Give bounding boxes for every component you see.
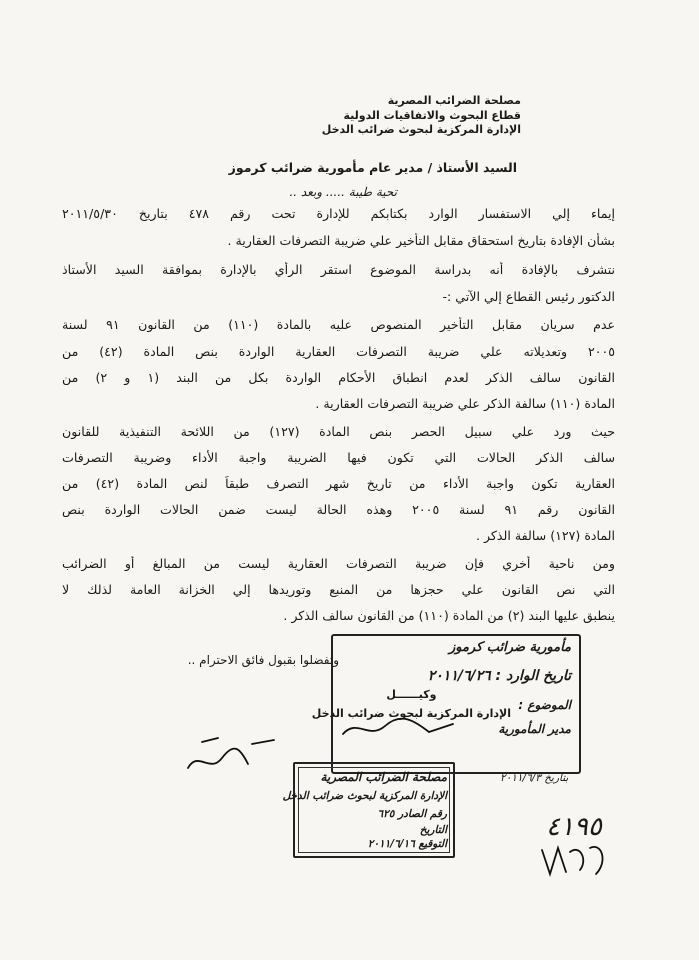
stamp-department: الإدارة المركزية لبحوث ضرائب الدخل xyxy=(282,790,447,802)
stamp-subject: الموضوع : xyxy=(518,698,571,712)
letterhead-sector: قطاع البحوث والاتفاقيات الدولية xyxy=(343,108,521,122)
stamp-signature-date: التوقيع ٢٠١١/٦/١٦ xyxy=(367,838,447,850)
body-line: نتشرف بالإفادة أنه بدراسة الموضوع استقر الرأي بالإدارة بموافقة السيد الأستاذ xyxy=(62,262,615,277)
body-line: المادة (١٢٧) سالفة الذكر . xyxy=(475,528,615,543)
stamp-date-label: التاريخ xyxy=(419,824,447,836)
greeting: تحية طيبة ..... وبعد .. xyxy=(289,185,397,199)
body-line: العقارية تكون واجبة الأداء من تاريخ شهر التصرف طبقاً لنص المادة (٤٢) من xyxy=(62,476,615,491)
outgoing-stamp xyxy=(282,762,455,858)
stamp-office: مأمورية ضرائب كرموز xyxy=(448,640,571,655)
stamp-scribble-icon xyxy=(339,714,459,744)
letterhead-authority: مصلحة الضرائب المصرية xyxy=(387,94,521,107)
incoming-stamp xyxy=(331,634,581,774)
closing-line: وتفضلوا بقبول فائق الاحترام .. xyxy=(187,653,339,667)
stamp-date-note: بتاريخ ٢٠١١/٦/٣ xyxy=(500,772,569,784)
body-line: ومن ناحية أخري فإن ضريبة التصرفات العقارية ليست من المبالغ أو الضرائب xyxy=(62,556,615,571)
body-line: التي نص القانون علي حجزها من المنبع وتوريدها إلي الخزانة العامة لذلك لا xyxy=(62,582,615,597)
body-line: القانون رقم ٩١ لسنة ٢٠٠٥ وهذه الحالة ليست ضمن الحالات الواردة بنص xyxy=(62,502,615,517)
body-line: المادة (١١٠) سالفة الذكر علي ضريبة التصرفات العقارية . xyxy=(315,396,615,411)
letterhead xyxy=(281,94,521,138)
stamp-received-date: تاريخ الوارد : ٢٠١١/٦/٢٦ xyxy=(427,668,571,684)
addressee: السيد الأستاذ / مدير عام مأمورية ضرائب كرموز xyxy=(228,160,517,175)
signature-title: وكيــــــل xyxy=(386,688,437,701)
letterhead-department: الإدارة المركزية لبحوث ضرائب الدخل xyxy=(321,123,521,136)
stamp-authority: مصلحة الضرائب المصرية xyxy=(320,770,447,784)
body-line: إيماء إلي الاستفسار الوارد بكتابكم للإدارة تحت رقم ٤٧٨ بتاريخ ٢٠١١/٥/٣٠ xyxy=(62,206,615,221)
signature-department: الإدارة المركزية لبحوث ضرائب الدخل xyxy=(311,707,511,720)
body-line: الدكتور رئيس القطاع إلي الآتي :- xyxy=(442,289,615,304)
body-line: ينطبق عليها البند (٢) من المادة (١١٠) من القانون سالف الذكر . xyxy=(283,608,615,623)
stamp-manager: مدير المأمورية xyxy=(498,722,571,736)
letter-body xyxy=(62,206,615,646)
handwritten-mark-icon xyxy=(536,840,616,880)
body-line: سالف الذكر الحالات التي تكون فيها الضريبة واجبة الأداء وضريبة التصرفات xyxy=(62,450,615,465)
handwritten-number: ٤١٩٥ xyxy=(546,812,602,842)
body-line: عدم سريان مقابل التأخير المنصوص عليه بالمادة (١١٠) من القانون ٩١ لسنة xyxy=(62,317,615,332)
body-line: القانون سالف الذكر لعدم انطباق الأحكام الواردة بكل من البند (١ و ٢) من xyxy=(62,370,615,385)
body-line: ٢٠٠٥ وتعديلاته علي ضريبة التصرفات العقارية الواردة بنص المادة (٤٢) من xyxy=(62,344,615,359)
body-line: بشأن الإفادة بتاريخ استحقاق مقابل التأخير علي ضريبة التصرفات العقارية . xyxy=(227,233,615,248)
signature-scribble-icon xyxy=(178,730,288,780)
stamp-outgoing-number: رقم الصادر ٦٢٥ xyxy=(377,808,447,820)
body-line: حيث ورد علي سبيل الحصر بنص المادة (١٢٧) من اللائحة التنفيذية للقانون xyxy=(62,424,615,439)
